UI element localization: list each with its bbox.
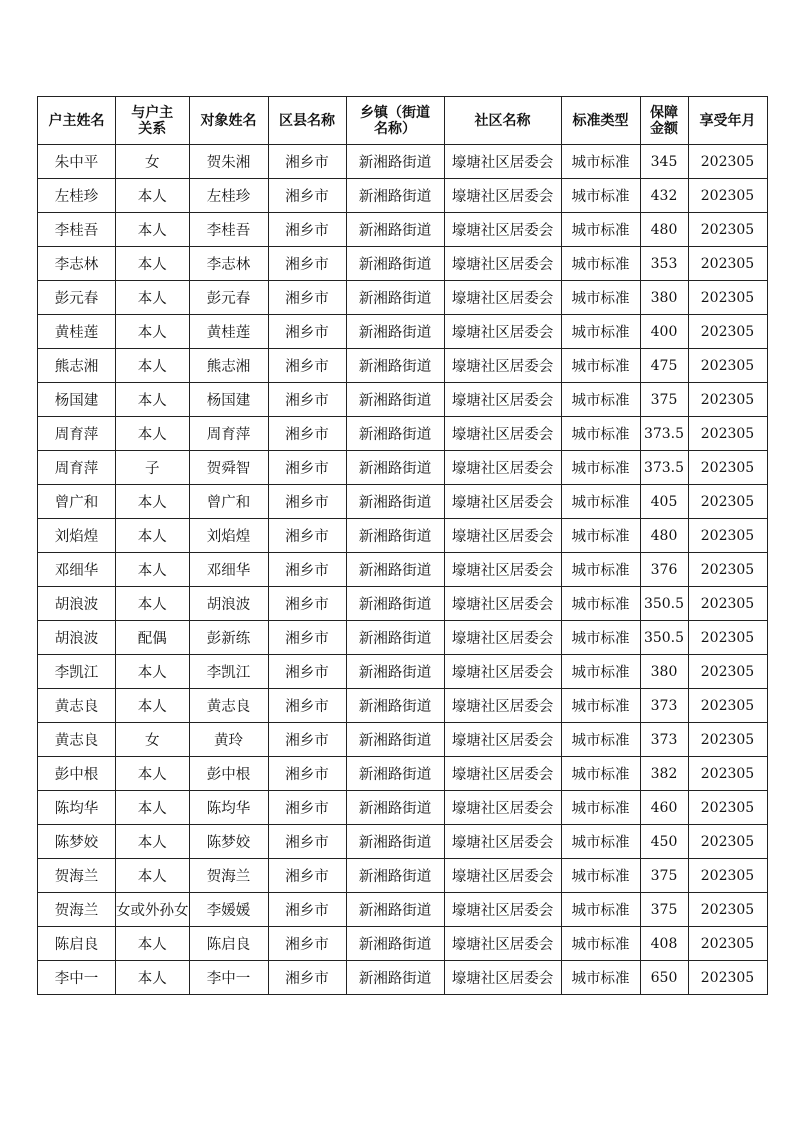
cell-relation: 本人 (116, 757, 190, 791)
cell-county: 湘乡市 (268, 791, 346, 825)
header-amount-line2: 金额 (650, 120, 678, 137)
cell-householder: 刘焰煌 (38, 519, 116, 553)
cell-month: 202305 (688, 315, 767, 349)
cell-town: 新湘路街道 (346, 213, 444, 247)
cell-householder: 陈启良 (38, 927, 116, 961)
cell-month: 202305 (688, 213, 767, 247)
cell-relation: 本人 (116, 485, 190, 519)
cell-county: 湘乡市 (268, 179, 346, 213)
cell-subject: 彭中根 (189, 757, 268, 791)
cell-county: 湘乡市 (268, 927, 346, 961)
cell-community: 壕塘社区居委会 (444, 383, 561, 417)
cell-standard: 城市标准 (561, 417, 640, 451)
cell-town: 新湘路街道 (346, 757, 444, 791)
header-town-line1: 乡镇（街道 (360, 104, 430, 121)
table-row (38, 451, 768, 485)
cell-householder: 贺海兰 (38, 859, 116, 893)
cell-amount: 375 (640, 859, 688, 893)
cell-relation: 本人 (116, 383, 190, 417)
cell-subject: 黄志良 (189, 689, 268, 723)
cell-month: 202305 (688, 893, 767, 927)
cell-town: 新湘路街道 (346, 349, 444, 383)
cell-relation: 本人 (116, 213, 190, 247)
cell-month: 202305 (688, 281, 767, 315)
header-community: 社区名称 (444, 97, 561, 145)
cell-subject: 李中一 (189, 961, 268, 995)
cell-month: 202305 (688, 485, 767, 519)
cell-town: 新湘路街道 (346, 519, 444, 553)
cell-householder: 周育萍 (38, 417, 116, 451)
cell-householder: 黄志良 (38, 723, 116, 757)
header-town (346, 97, 444, 145)
cell-month: 202305 (688, 247, 767, 281)
table-row (38, 417, 768, 451)
table-row (38, 791, 768, 825)
cell-householder: 彭元春 (38, 281, 116, 315)
cell-relation: 本人 (116, 791, 190, 825)
cell-community: 壕塘社区居委会 (444, 451, 561, 485)
table-row (38, 145, 768, 179)
cell-county: 湘乡市 (268, 451, 346, 485)
cell-standard: 城市标准 (561, 621, 640, 655)
cell-householder: 黄志良 (38, 689, 116, 723)
cell-householder: 陈梦姣 (38, 825, 116, 859)
cell-standard: 城市标准 (561, 383, 640, 417)
cell-community: 壕塘社区居委会 (444, 247, 561, 281)
cell-community: 壕塘社区居委会 (444, 893, 561, 927)
table-row (38, 757, 768, 791)
cell-subject: 曾广和 (189, 485, 268, 519)
table-row (38, 281, 768, 315)
cell-subject: 彭元春 (189, 281, 268, 315)
table-row (38, 519, 768, 553)
cell-town: 新湘路街道 (346, 281, 444, 315)
table-header-row (38, 97, 768, 145)
table-row (38, 553, 768, 587)
table-row (38, 485, 768, 519)
cell-community: 壕塘社区居委会 (444, 859, 561, 893)
table-row (38, 383, 768, 417)
cell-relation: 女或外孙女 (116, 893, 190, 927)
table-row (38, 893, 768, 927)
table-row (38, 621, 768, 655)
cell-county: 湘乡市 (268, 145, 346, 179)
cell-householder: 胡浪波 (38, 587, 116, 621)
cell-relation: 女 (116, 723, 190, 757)
cell-standard: 城市标准 (561, 757, 640, 791)
cell-county: 湘乡市 (268, 417, 346, 451)
cell-month: 202305 (688, 825, 767, 859)
cell-subject: 陈梦姣 (189, 825, 268, 859)
cell-standard: 城市标准 (561, 893, 640, 927)
cell-subject: 胡浪波 (189, 587, 268, 621)
table-row (38, 349, 768, 383)
cell-amount: 353 (640, 247, 688, 281)
cell-standard: 城市标准 (561, 145, 640, 179)
cell-community: 壕塘社区居委会 (444, 757, 561, 791)
cell-town: 新湘路街道 (346, 315, 444, 349)
cell-subject: 李志林 (189, 247, 268, 281)
table-row (38, 213, 768, 247)
cell-community: 壕塘社区居委会 (444, 927, 561, 961)
cell-subject: 熊志湘 (189, 349, 268, 383)
cell-county: 湘乡市 (268, 825, 346, 859)
cell-relation: 本人 (116, 281, 190, 315)
cell-standard: 城市标准 (561, 247, 640, 281)
table-row (38, 927, 768, 961)
cell-subject: 黄玲 (189, 723, 268, 757)
cell-standard: 城市标准 (561, 859, 640, 893)
cell-community: 壕塘社区居委会 (444, 417, 561, 451)
cell-county: 湘乡市 (268, 315, 346, 349)
cell-relation: 本人 (116, 179, 190, 213)
cell-subject: 贺舜智 (189, 451, 268, 485)
header-standard: 标准类型 (561, 97, 640, 145)
cell-subject: 贺海兰 (189, 859, 268, 893)
cell-householder: 黄桂莲 (38, 315, 116, 349)
cell-relation: 本人 (116, 587, 190, 621)
cell-standard: 城市标准 (561, 485, 640, 519)
cell-community: 壕塘社区居委会 (444, 621, 561, 655)
cell-month: 202305 (688, 655, 767, 689)
cell-town: 新湘路街道 (346, 961, 444, 995)
cell-amount: 432 (640, 179, 688, 213)
cell-standard: 城市标准 (561, 213, 640, 247)
cell-community: 壕塘社区居委会 (444, 179, 561, 213)
cell-county: 湘乡市 (268, 621, 346, 655)
cell-county: 湘乡市 (268, 349, 346, 383)
cell-subject: 李媛媛 (189, 893, 268, 927)
cell-standard: 城市标准 (561, 281, 640, 315)
header-amount (640, 97, 688, 145)
cell-amount: 382 (640, 757, 688, 791)
cell-subject: 黄桂莲 (189, 315, 268, 349)
cell-relation: 本人 (116, 655, 190, 689)
cell-relation: 本人 (116, 961, 190, 995)
cell-community: 壕塘社区居委会 (444, 519, 561, 553)
cell-amount: 450 (640, 825, 688, 859)
cell-standard: 城市标准 (561, 315, 640, 349)
cell-relation: 本人 (116, 859, 190, 893)
cell-county: 湘乡市 (268, 893, 346, 927)
cell-relation: 女 (116, 145, 190, 179)
cell-subject: 左桂珍 (189, 179, 268, 213)
header-relation-line1: 与户主 (131, 104, 174, 121)
cell-town: 新湘路街道 (346, 383, 444, 417)
header-subject: 对象姓名 (189, 97, 268, 145)
cell-month: 202305 (688, 689, 767, 723)
cell-amount: 480 (640, 519, 688, 553)
cell-town: 新湘路街道 (346, 587, 444, 621)
cell-subject: 李桂吾 (189, 213, 268, 247)
cell-amount: 380 (640, 655, 688, 689)
table-row (38, 315, 768, 349)
cell-amount: 350.5 (640, 621, 688, 655)
cell-community: 壕塘社区居委会 (444, 315, 561, 349)
cell-relation: 本人 (116, 349, 190, 383)
cell-relation: 本人 (116, 247, 190, 281)
cell-month: 202305 (688, 383, 767, 417)
cell-amount: 350.5 (640, 587, 688, 621)
cell-county: 湘乡市 (268, 519, 346, 553)
cell-town: 新湘路街道 (346, 247, 444, 281)
cell-amount: 380 (640, 281, 688, 315)
cell-householder: 曾广和 (38, 485, 116, 519)
cell-standard: 城市标准 (561, 927, 640, 961)
cell-town: 新湘路街道 (346, 417, 444, 451)
cell-standard: 城市标准 (561, 179, 640, 213)
cell-community: 壕塘社区居委会 (444, 485, 561, 519)
table-row (38, 723, 768, 757)
cell-amount: 345 (640, 145, 688, 179)
cell-householder: 熊志湘 (38, 349, 116, 383)
header-householder: 户主姓名 (38, 97, 116, 145)
cell-amount: 373.5 (640, 451, 688, 485)
cell-month: 202305 (688, 723, 767, 757)
cell-standard: 城市标准 (561, 655, 640, 689)
cell-county: 湘乡市 (268, 553, 346, 587)
cell-standard: 城市标准 (561, 519, 640, 553)
cell-householder: 朱中平 (38, 145, 116, 179)
cell-householder: 周育萍 (38, 451, 116, 485)
cell-standard: 城市标准 (561, 587, 640, 621)
cell-amount: 650 (640, 961, 688, 995)
cell-county: 湘乡市 (268, 961, 346, 995)
cell-subject: 杨国建 (189, 383, 268, 417)
cell-community: 壕塘社区居委会 (444, 587, 561, 621)
table-row (38, 587, 768, 621)
cell-amount: 373 (640, 689, 688, 723)
header-amount-line1: 保障 (650, 104, 678, 121)
cell-month: 202305 (688, 961, 767, 995)
cell-town: 新湘路街道 (346, 791, 444, 825)
cell-householder: 胡浪波 (38, 621, 116, 655)
cell-amount: 475 (640, 349, 688, 383)
table-row (38, 247, 768, 281)
cell-month: 202305 (688, 349, 767, 383)
cell-month: 202305 (688, 621, 767, 655)
cell-householder: 杨国建 (38, 383, 116, 417)
cell-town: 新湘路街道 (346, 179, 444, 213)
cell-county: 湘乡市 (268, 213, 346, 247)
cell-town: 新湘路街道 (346, 825, 444, 859)
cell-county: 湘乡市 (268, 587, 346, 621)
cell-householder: 邓细华 (38, 553, 116, 587)
cell-month: 202305 (688, 519, 767, 553)
cell-subject: 刘焰煌 (189, 519, 268, 553)
cell-community: 壕塘社区居委会 (444, 825, 561, 859)
cell-community: 壕塘社区居委会 (444, 349, 561, 383)
cell-householder: 李志林 (38, 247, 116, 281)
header-relation (116, 97, 190, 145)
cell-amount: 400 (640, 315, 688, 349)
cell-town: 新湘路街道 (346, 689, 444, 723)
table-row (38, 825, 768, 859)
table-row (38, 179, 768, 213)
cell-standard: 城市标准 (561, 451, 640, 485)
cell-month: 202305 (688, 179, 767, 213)
cell-town: 新湘路街道 (346, 723, 444, 757)
cell-town: 新湘路街道 (346, 145, 444, 179)
cell-community: 壕塘社区居委会 (444, 281, 561, 315)
cell-amount: 480 (640, 213, 688, 247)
cell-householder: 李中一 (38, 961, 116, 995)
cell-town: 新湘路街道 (346, 927, 444, 961)
cell-householder: 李凯江 (38, 655, 116, 689)
cell-amount: 373 (640, 723, 688, 757)
table-row (38, 655, 768, 689)
cell-standard: 城市标准 (561, 791, 640, 825)
header-town-line2: 名称） (374, 120, 416, 137)
cell-relation: 本人 (116, 553, 190, 587)
cell-town: 新湘路街道 (346, 859, 444, 893)
cell-standard: 城市标准 (561, 723, 640, 757)
cell-county: 湘乡市 (268, 757, 346, 791)
cell-town: 新湘路街道 (346, 485, 444, 519)
cell-relation: 本人 (116, 927, 190, 961)
cell-county: 湘乡市 (268, 655, 346, 689)
header-month: 享受年月 (688, 97, 767, 145)
cell-standard: 城市标准 (561, 553, 640, 587)
beneficiary-table (37, 96, 768, 995)
cell-month: 202305 (688, 417, 767, 451)
cell-month: 202305 (688, 859, 767, 893)
cell-householder: 陈均华 (38, 791, 116, 825)
cell-relation: 本人 (116, 315, 190, 349)
cell-county: 湘乡市 (268, 383, 346, 417)
cell-standard: 城市标准 (561, 961, 640, 995)
cell-month: 202305 (688, 145, 767, 179)
table-row (38, 961, 768, 995)
cell-month: 202305 (688, 587, 767, 621)
cell-county: 湘乡市 (268, 689, 346, 723)
cell-county: 湘乡市 (268, 723, 346, 757)
cell-subject: 周育萍 (189, 417, 268, 451)
cell-amount: 375 (640, 893, 688, 927)
cell-month: 202305 (688, 553, 767, 587)
cell-subject: 陈均华 (189, 791, 268, 825)
cell-subject: 彭新练 (189, 621, 268, 655)
cell-community: 壕塘社区居委会 (444, 655, 561, 689)
cell-community: 壕塘社区居委会 (444, 723, 561, 757)
cell-county: 湘乡市 (268, 859, 346, 893)
cell-town: 新湘路街道 (346, 553, 444, 587)
cell-relation: 本人 (116, 825, 190, 859)
cell-householder: 彭中根 (38, 757, 116, 791)
cell-month: 202305 (688, 757, 767, 791)
cell-community: 壕塘社区居委会 (444, 553, 561, 587)
cell-month: 202305 (688, 927, 767, 961)
cell-community: 壕塘社区居委会 (444, 961, 561, 995)
cell-standard: 城市标准 (561, 825, 640, 859)
table-body (38, 145, 768, 995)
cell-community: 壕塘社区居委会 (444, 689, 561, 723)
cell-subject: 李凯江 (189, 655, 268, 689)
cell-town: 新湘路街道 (346, 451, 444, 485)
cell-town: 新湘路街道 (346, 893, 444, 927)
cell-amount: 405 (640, 485, 688, 519)
cell-householder: 左桂珍 (38, 179, 116, 213)
header-county: 区县名称 (268, 97, 346, 145)
table-row (38, 689, 768, 723)
cell-amount: 373.5 (640, 417, 688, 451)
cell-householder: 李桂吾 (38, 213, 116, 247)
cell-county: 湘乡市 (268, 247, 346, 281)
cell-relation: 本人 (116, 689, 190, 723)
cell-month: 202305 (688, 451, 767, 485)
cell-relation: 本人 (116, 519, 190, 553)
table-row (38, 859, 768, 893)
cell-standard: 城市标准 (561, 349, 640, 383)
cell-subject: 贺朱湘 (189, 145, 268, 179)
cell-householder: 贺海兰 (38, 893, 116, 927)
cell-relation: 配偶 (116, 621, 190, 655)
cell-county: 湘乡市 (268, 485, 346, 519)
cell-amount: 376 (640, 553, 688, 587)
cell-month: 202305 (688, 791, 767, 825)
cell-amount: 408 (640, 927, 688, 961)
cell-amount: 375 (640, 383, 688, 417)
cell-relation: 本人 (116, 417, 190, 451)
cell-town: 新湘路街道 (346, 621, 444, 655)
cell-community: 壕塘社区居委会 (444, 791, 561, 825)
cell-relation: 子 (116, 451, 190, 485)
cell-standard: 城市标准 (561, 689, 640, 723)
cell-community: 壕塘社区居委会 (444, 213, 561, 247)
cell-amount: 460 (640, 791, 688, 825)
cell-county: 湘乡市 (268, 281, 346, 315)
cell-subject: 邓细华 (189, 553, 268, 587)
cell-subject: 陈启良 (189, 927, 268, 961)
cell-community: 壕塘社区居委会 (444, 145, 561, 179)
cell-town: 新湘路街道 (346, 655, 444, 689)
header-relation-line2: 关系 (138, 120, 167, 137)
